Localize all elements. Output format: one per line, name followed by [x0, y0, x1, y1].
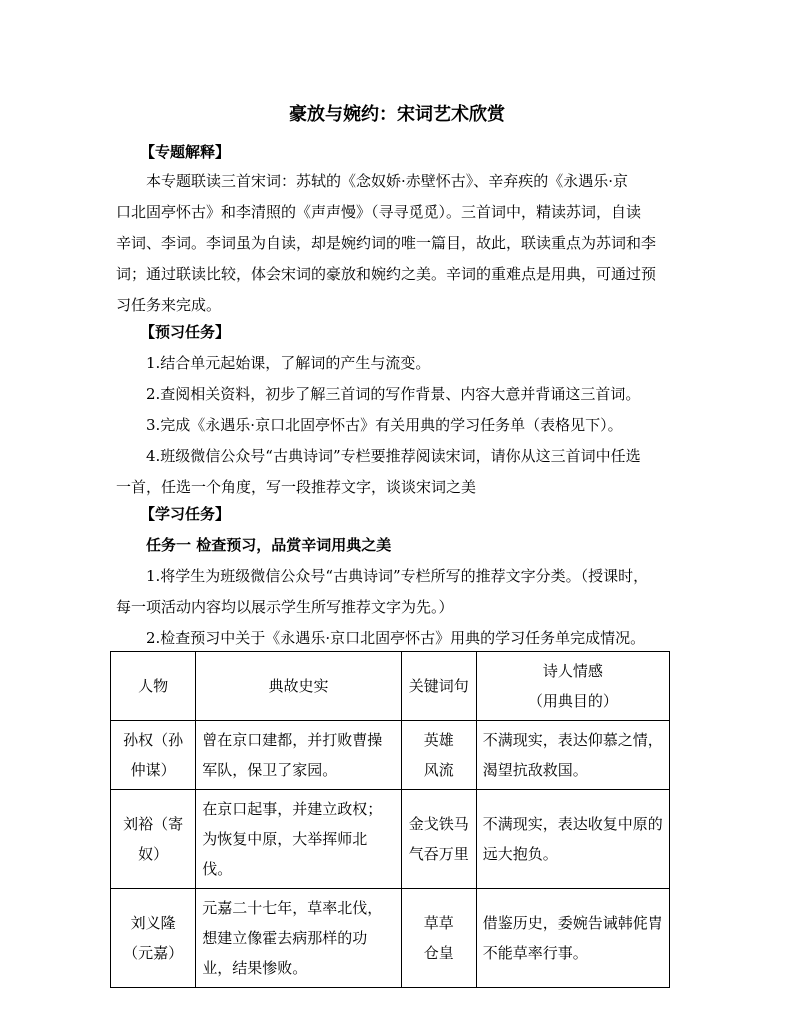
cell-line: （元嘉） — [123, 944, 184, 962]
cell-line: 刘裕（寄 — [123, 815, 184, 833]
table-row — [111, 721, 670, 790]
topic-line: 习任务来完成。 — [116, 296, 222, 314]
cell-line: 孙权（孙 — [123, 731, 184, 749]
cell-line: 不满现实，表达仰慕之情， — [482, 731, 663, 749]
cell-line: 仲谋） — [130, 761, 176, 779]
cell-line: 气吞万里 — [408, 845, 469, 863]
study-line: 1.将学生为班级微信公众号“古典诗词”专栏所写的推荐文字分类。（授课时， — [146, 567, 649, 585]
cell-story — [196, 721, 402, 790]
header-emotion — [476, 652, 669, 721]
study-line: 2.检查预习中关于《永遇乐·京口北固亭怀古》用典的学习任务单完成情况。 — [146, 629, 646, 647]
cell-line: 金戈铁马 — [408, 815, 469, 833]
cell-line: 刘义隆 — [130, 914, 176, 932]
cell-emotion — [476, 721, 669, 790]
preview-heading: 【预习任务】 — [140, 323, 231, 341]
table-header-row — [111, 652, 670, 721]
header-story: 典故史实 — [196, 652, 402, 721]
cell-line: 军队，保卫了家园。 — [202, 761, 338, 779]
study-heading: 【学习任务】 — [140, 505, 231, 523]
table-row — [111, 889, 670, 988]
topic-line: 词；通过联读比较，体会宋词的豪放和婉约之美。辛词的重难点是用典，可通过预 — [116, 265, 657, 283]
cell-keywords — [401, 889, 476, 988]
cell-line: 不满现实，表达收复中原的 — [482, 815, 663, 833]
cell-person — [111, 790, 196, 889]
topic-heading: 【专题解释】 — [140, 143, 231, 161]
cell-keywords — [401, 790, 476, 889]
cell-line: 草草 — [423, 914, 454, 932]
cell-keywords — [401, 721, 476, 790]
preview-line: 3.完成《永遇乐·京口北固亭怀古》有关用典的学习任务单（表格见下）。 — [146, 416, 623, 434]
preview-line: 2.查阅相关资料，初步了解三首词的写作背景、内容大意并背诵这三首词。 — [146, 385, 641, 403]
cell-line: 奴） — [138, 845, 169, 863]
cell-emotion — [476, 889, 669, 988]
topic-line: 本专题联读三首宋词：苏轼的《念奴娇·赤壁怀古》、辛弃疾的《永遇乐·京 — [146, 172, 629, 190]
cell-emotion — [476, 790, 669, 889]
cell-line: 曾在京口建都，并打败曹操 — [202, 731, 383, 749]
header-keywords: 关键词句 — [401, 652, 476, 721]
cell-line: 英雄 — [423, 731, 454, 749]
document-title: 豪放与婉约：宋词艺术欣赏 — [289, 104, 505, 125]
cell-line: 业，结果惨败。 — [202, 959, 308, 977]
task1-title: 任务一 检查预习，品赏辛词用典之美 — [146, 536, 392, 554]
cell-line: 在京口起事，并建立政权； — [202, 800, 383, 818]
cell-story — [196, 790, 402, 889]
cell-person — [111, 889, 196, 988]
cell-line: 风流 — [423, 761, 454, 779]
topic-line: 口北固亭怀古》和李清照的《声声慢》（寻寻觅觅）。三首词中，精读苏词，自读 — [116, 203, 642, 221]
cell-line: 为恢复中原，大举挥师北伐。 — [202, 830, 368, 878]
cell-line: 渴望抗敌救国。 — [482, 761, 588, 779]
header-person: 人物 — [111, 652, 196, 721]
preview-line: 4.班级微信公众号“古典诗词”专栏要推荐阅读宋词，请你从这三首词中任选 — [146, 447, 641, 465]
header-emotion-line2: （用典目的） — [527, 692, 618, 710]
preview-line: 1.结合单元起始课，了解词的产生与流变。 — [146, 354, 431, 372]
preview-line: 一首，任选一个角度，写一段推荐文字，谈谈宋词之美 — [116, 478, 477, 496]
cell-line: 不能草率行事。 — [482, 944, 588, 962]
cell-line: 仓皇 — [423, 944, 454, 962]
cell-line: 借鉴历史，委婉告诫韩侂胄 — [482, 914, 663, 932]
cell-line: 想建立像霍去病那样的功 — [202, 929, 368, 947]
cell-story — [196, 889, 402, 988]
topic-line: 辛词、李词。李词虽为自读，却是婉约词的唯一篇目，故此，联读重点为苏词和李 — [116, 234, 657, 252]
cell-line: 元嘉二十七年，草率北伐， — [202, 899, 383, 917]
cell-person — [111, 721, 196, 790]
allusion-table — [110, 651, 670, 988]
header-emotion-line1: 诗人情感 — [542, 662, 603, 680]
cell-line: 远大抱负。 — [482, 845, 558, 863]
study-line: 每一项活动内容均以展示学生所写推荐文字为先。） — [116, 598, 454, 616]
table-row — [111, 790, 670, 889]
